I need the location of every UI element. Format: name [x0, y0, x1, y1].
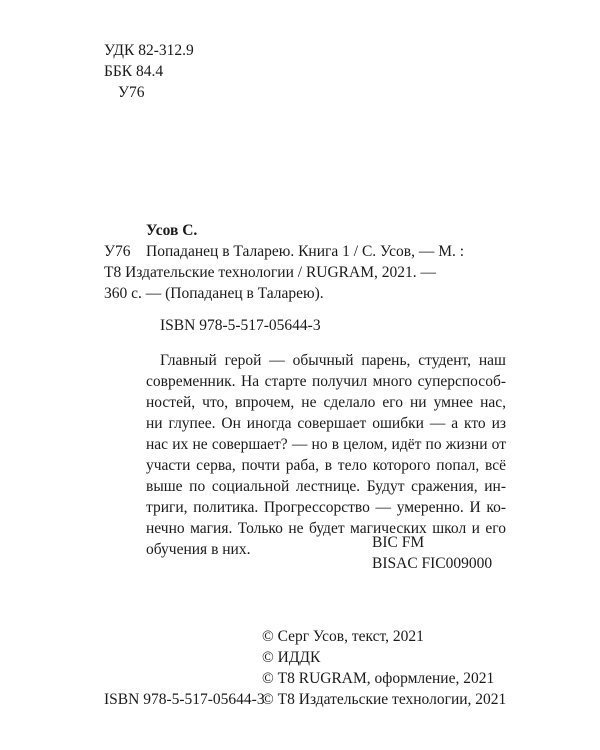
author-name: Усов С.	[146, 222, 198, 239]
abstract-line: триги, политика. Прогрессорство — умеренно. И ко-	[146, 499, 506, 516]
author-mark: У76	[118, 84, 145, 101]
abstract-line: нечно магия. Только не будет магических школ и его	[146, 520, 506, 537]
abstract-line: Главный герой — обычный парень, студент, наш	[160, 352, 506, 369]
classification-block	[104, 40, 194, 103]
isbn-main: ISBN 978-5-517-05644-3	[160, 317, 321, 334]
udk-code: УДК 82-312.9	[104, 42, 194, 59]
abstract-line: нас их не совершает? — но в целом, идёт по жизни от	[146, 436, 506, 453]
copyright-line: © Т8 Издательские технологии, 2021	[262, 691, 507, 708]
biblio-line: Т8 Издательские технологии / RUGRAM, 2021. —	[104, 264, 436, 281]
bisac-code: BISAC FIC009000	[372, 555, 493, 572]
abstract-line: обучения в них.	[146, 541, 251, 558]
abstract-line: современник. На старте получил много суперспособ-	[146, 373, 506, 390]
abstract-line: ностей, что, впрочем, не сделало его ни умнее нас,	[146, 394, 506, 411]
copyright-line: © Т8 RUGRAM, оформление, 2021	[262, 670, 495, 687]
abstract-line: ни глупее. Он иногда совершает ошибки — а кто из	[146, 415, 506, 432]
abstract-line: выше по социальной лестнице. Будут сражения, ин-	[146, 478, 506, 495]
subject-codes	[372, 532, 492, 574]
copyright-line: © ИДДК	[262, 649, 321, 666]
author-cipher: У76	[104, 243, 131, 260]
biblio-line: Попаданец в Таларею. Книга 1 / С. Усов, — М. :	[146, 243, 465, 260]
isbn-footer: ISBN 978-5-517-05644-3	[104, 691, 265, 708]
copyright-block	[262, 626, 506, 710]
bbk-code: ББК 84.4	[104, 63, 164, 80]
copyright-line: © Серг Усов, текст, 2021	[262, 628, 424, 645]
abstract-line: участи серва, почти раба, в тело которого попал, всё	[146, 457, 506, 474]
bic-code: BIC FM	[372, 534, 425, 551]
abstract-text	[146, 350, 506, 560]
biblio-line: 360 с. — (Попаданец в Таларею).	[104, 285, 324, 302]
